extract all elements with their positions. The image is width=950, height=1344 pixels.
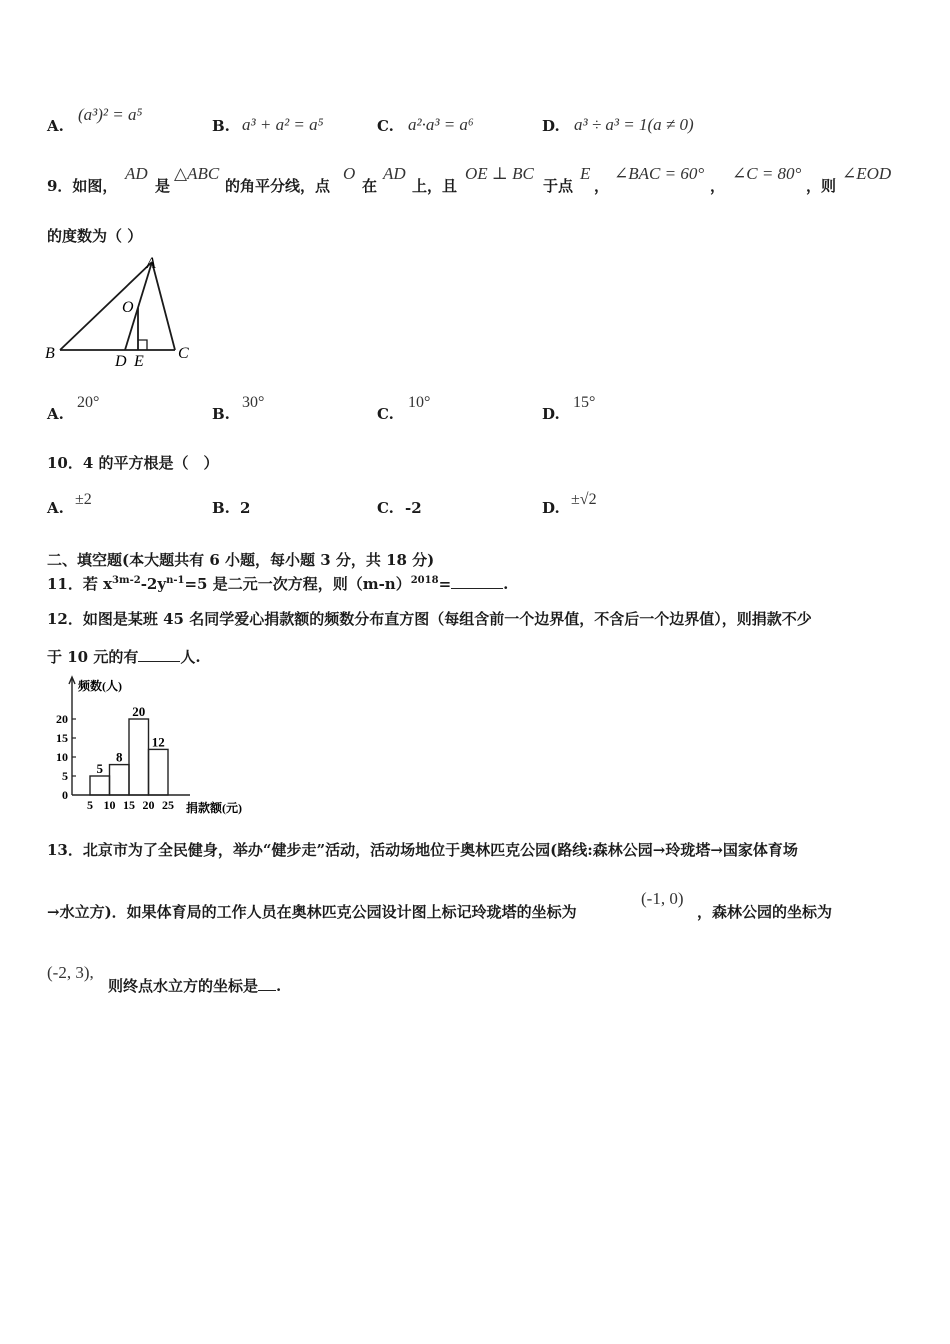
q12-line-2b: 人. <box>180 648 201 666</box>
q10-option-a-value: ±2 <box>75 491 92 508</box>
bar-data-label: 12 <box>151 734 165 750</box>
q9-option-d-letter: D. <box>542 405 560 423</box>
q9-text-5: 的度数为（ ） <box>47 227 143 245</box>
q9-angle-c: ∠C = 80° <box>732 164 802 183</box>
x-tick-label: 5 <box>87 798 93 812</box>
q9-zai: 在 <box>362 177 378 195</box>
q11-sup-2: n-1 <box>166 575 185 586</box>
label-a: A <box>146 255 156 272</box>
y-tick-label: 0 <box>62 788 68 802</box>
q11-end: = <box>438 575 452 593</box>
bar-data-label: 5 <box>96 761 103 776</box>
q9-text-2: 上，且 <box>412 177 458 195</box>
q10-option-c-value: -2 <box>405 499 422 517</box>
q8-option-c-expr: a²·a³ = a⁶ <box>408 115 474 134</box>
q8-option-b-letter: B. <box>212 117 230 135</box>
q13-line-3a: 则终点水立方的坐标是 <box>108 977 259 995</box>
q12-histogram <box>40 672 270 820</box>
y-tick-label: 15 <box>56 731 68 745</box>
q11-answer-blank[interactable] <box>451 574 503 589</box>
x-tick-label: 25 <box>162 798 174 812</box>
q9-option-b-letter: B. <box>212 405 230 423</box>
q9-triangle-figure <box>40 252 200 372</box>
q9-angle-eod: ∠EOD <box>842 164 892 183</box>
histogram-bar <box>90 776 110 795</box>
q10-option-b-value: 2 <box>240 499 251 517</box>
q9-text-4: ，则 <box>806 177 837 195</box>
q13-line-3b: . <box>276 977 282 995</box>
q9-point-e: E <box>580 164 591 183</box>
q9-point-o: O <box>343 164 356 183</box>
q10-option-a-letter: A. <box>47 499 64 517</box>
q8-option-d-letter: D. <box>542 117 560 135</box>
q8-option-c-letter: C. <box>377 117 394 135</box>
q9-text-3: 于点 <box>543 177 574 195</box>
q9-ad: AD <box>125 164 148 183</box>
q10-option-c-letter: C. <box>377 499 394 517</box>
q9-option-a-value: 20° <box>77 394 100 411</box>
q13-answer-blank[interactable] <box>258 976 276 991</box>
x-tick-label: 20 <box>142 798 155 812</box>
y-tick-label: 10 <box>56 750 68 764</box>
histogram-bar <box>110 765 130 795</box>
label-b: B <box>45 345 55 362</box>
q9-option-b-value: 30° <box>242 394 265 411</box>
y-tick-label: 5 <box>62 769 68 783</box>
q9-shi: 是 <box>155 177 171 195</box>
q11-sup-3: 2018 <box>410 575 439 586</box>
histogram-bar <box>129 719 149 795</box>
q10-option-d-letter: D. <box>542 499 560 517</box>
q11-pre: 11．若 x <box>47 575 113 593</box>
q10-option-b-letter: B. <box>212 499 230 517</box>
q9-option-c-letter: C. <box>377 405 394 423</box>
label-d: D <box>115 353 127 370</box>
q10-option-d-value: ±√2 <box>571 491 597 508</box>
q8-option-a-expr: (a³)² = a⁵ <box>78 105 143 124</box>
x-tick-label: 10 <box>103 798 116 812</box>
q9-text-1: 的角平分线，点 <box>225 177 331 195</box>
bar-data-label: 20 <box>132 704 146 719</box>
q8-option-d-expr: a³ ÷ a³ = 1(a ≠ 0) <box>574 115 694 134</box>
q9-oe-perp-bc: OE ⊥ BC <box>465 164 534 183</box>
q13-line-1: 13．北京市为了全民健身，举办“健步走”活动，活动场地位于奥林匹克公园(路线:森林公园→玲珑塔→国家体育场 <box>47 841 798 859</box>
label-c: C <box>178 345 189 362</box>
segment-ac <box>152 262 175 350</box>
bar-data-label: 8 <box>116 749 123 765</box>
q13-coord-1: (-1, 0) <box>641 889 684 908</box>
q12-answer-blank[interactable] <box>138 647 180 662</box>
q12-line-2a: 于 10 元的有 <box>47 648 139 666</box>
q9-comma-1: ， <box>594 177 610 195</box>
section-title: 二、填空题(本大题共有 6 小题，每小题 3 分，共 18 分) <box>47 551 435 569</box>
q12-line-1: 12．如图是某班 45 名同学爱心捐款额的频数分布直方图（每组含前一个边界值，不含后一个边界值），则捐款不少 <box>47 610 812 628</box>
label-e: E <box>134 353 144 370</box>
q13-line-3 <box>108 975 281 996</box>
y-axis-label: 频数(人) <box>78 679 122 693</box>
y-tick-label: 20 <box>56 712 68 726</box>
q13-line-2b: ，森林公园的坐标为 <box>697 903 833 921</box>
label-o: O <box>122 299 134 316</box>
q9-option-d-value: 15° <box>573 394 596 411</box>
right-angle-mark <box>138 340 147 350</box>
q8-option-a-letter: A. <box>47 117 64 135</box>
q9-option-c-value: 10° <box>408 394 431 411</box>
q9-comma-2: ， <box>710 177 726 195</box>
q9-ad-2: AD <box>383 164 406 183</box>
q9-triangle-abc: △ABC <box>174 164 220 183</box>
q11-sup-1: 3m-2 <box>112 575 141 586</box>
q12-line-2 <box>47 646 201 667</box>
q9-angle-bac: ∠BAC = 60° <box>614 164 705 183</box>
q10-stem: 10．4 的平方根是（ ） <box>47 454 219 472</box>
q8-option-b-expr: a³ + a² = a⁵ <box>242 115 324 134</box>
q11-stem <box>47 573 508 594</box>
q11-tail: . <box>503 575 509 593</box>
q13-coord-2: (-2, 3), <box>47 963 94 982</box>
x-axis-label: 捐款额(元) <box>186 801 242 815</box>
q11-post: =5 是二元一次方程，则（m-n） <box>184 575 411 593</box>
x-tick-label: 15 <box>123 798 135 812</box>
q9-option-a-letter: A. <box>47 405 64 423</box>
histogram-bar <box>149 749 169 795</box>
q13-line-2: →水立方)．如果体育局的工作人员在奥林匹克公园设计图上标记玲珑塔的坐标为 <box>47 903 577 921</box>
q11-mid: -2y <box>140 575 167 593</box>
q9-number: 9．如图， <box>47 177 118 195</box>
